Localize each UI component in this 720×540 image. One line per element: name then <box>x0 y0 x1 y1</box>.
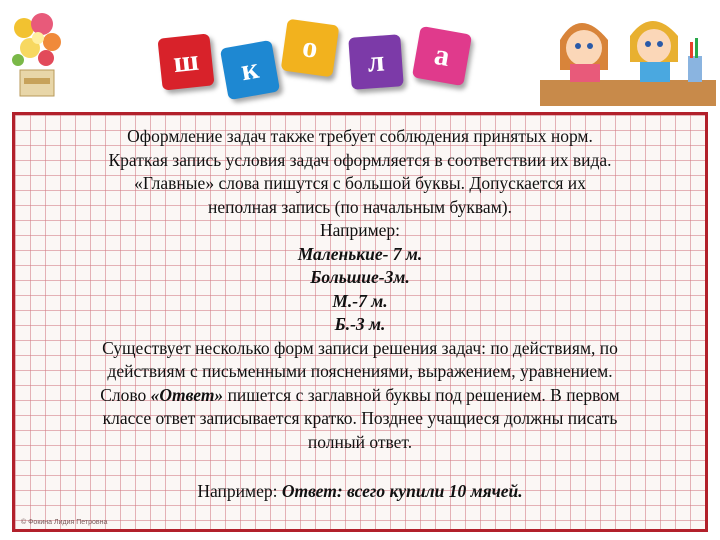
text-line: Например: <box>319 220 401 240</box>
example-line: Б.-3 м. <box>334 314 386 334</box>
example-line: Маленькие- 7 м. <box>297 243 423 264</box>
text-line: Краткая запись условия задач оформляется в соответствии их вида. <box>108 149 612 170</box>
example-line: Большие-3м. <box>310 267 410 287</box>
text-line: «Главные» слова пишутся с большой буквы. Допускается их <box>134 173 586 193</box>
text-line: полный ответ. <box>307 431 413 452</box>
final-example-answer: Ответ: всего купили 10 мячей. <box>281 481 523 501</box>
text-line: неполная запись (по начальным буквам). <box>208 196 512 217</box>
text-line <box>15 384 705 408</box>
cube-letter-sh: ш <box>157 33 214 90</box>
text-fragment: Слово <box>100 384 151 405</box>
cube-letter-o: о <box>281 19 340 78</box>
text-line: Существует несколько форм записи решения задач: по действиям, по <box>102 337 618 358</box>
cube-letter-l: л <box>348 34 404 90</box>
text-line: Оформление задач также требует соблюдения принятых норм. <box>127 126 593 146</box>
answer-word: «Ответ» <box>150 384 224 405</box>
text-line: действиям с письменными пояснениями, выражением, уравнением. <box>107 361 613 381</box>
copyright: © Фокина Лидия Петровна <box>21 519 108 526</box>
kids-illustration-icon <box>540 6 716 106</box>
content-panel <box>12 112 708 532</box>
cube-letter-k: к <box>220 40 280 100</box>
text-line: классе ответ записывается кратко. Позднее учащиеся должны писать <box>102 408 618 428</box>
main-text <box>15 125 705 454</box>
header <box>0 0 720 108</box>
final-example <box>15 481 705 502</box>
flowers-icon <box>8 8 64 100</box>
example-line: М.-7 м. <box>332 290 388 311</box>
cube-letter-a: а <box>412 26 472 86</box>
text-fragment: пишется с заглавной буквы под решением. В первом <box>223 384 620 405</box>
final-example-prefix: Например: <box>197 481 282 501</box>
